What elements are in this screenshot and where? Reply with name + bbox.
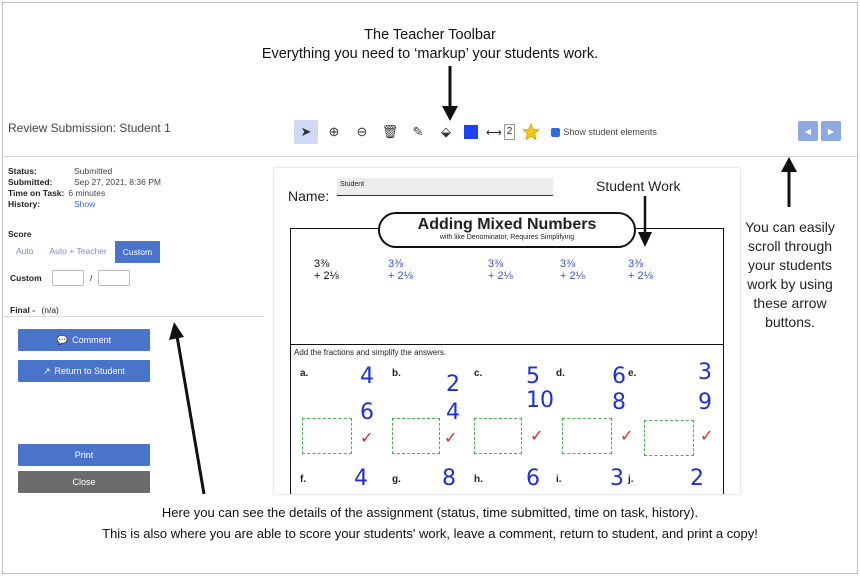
problem-label-j: j.: [628, 474, 634, 485]
checkbox[interactable]: [551, 128, 560, 137]
stroke-width-control: [486, 124, 515, 140]
history-show-link[interactable]: Show: [74, 199, 96, 209]
student-answer: 3: [610, 466, 624, 491]
student-answer: 3: [698, 360, 712, 385]
final-score-label: Final -: [10, 305, 36, 315]
worksheet-instructions: Add the fractions and simplify the answers.: [294, 348, 447, 357]
answer-box[interactable]: [562, 418, 612, 454]
close-button[interactable]: Close: [18, 471, 150, 493]
student-worksheet[interactable]: [274, 168, 740, 494]
comment-button-label: Comment: [72, 335, 112, 345]
custom-score-label: Custom: [10, 273, 42, 283]
example-step-5: 3⅜ + 2⅛: [628, 258, 653, 282]
header-divider: [2, 156, 858, 157]
show-student-elements-toggle[interactable]: [551, 127, 657, 137]
custom-score-total-input[interactable]: [98, 270, 130, 286]
name-field[interactable]: Student: [337, 178, 553, 196]
zoom-in-icon[interactable]: ⊕: [328, 124, 340, 139]
student-answer: 9: [698, 390, 712, 415]
comment-button[interactable]: [18, 329, 150, 351]
up-arrow-icon: [780, 156, 798, 208]
pen-icon[interactable]: ✎: [412, 124, 424, 139]
student-answer: 6: [360, 400, 374, 425]
student-answer: 6: [612, 364, 626, 389]
problem-label-e: e.: [628, 368, 637, 379]
return-to-student-button[interactable]: [18, 360, 150, 382]
teacher-toolbar: [294, 119, 657, 145]
custom-score-input[interactable]: [52, 270, 84, 286]
student-answer: 8: [612, 390, 626, 415]
student-answer: 5: [526, 364, 540, 389]
problem-label-b: b.: [392, 368, 401, 379]
status-label: Status:: [8, 166, 37, 176]
problem-label-h: h.: [474, 474, 483, 485]
score-tab-auto[interactable]: Auto: [16, 246, 34, 256]
student-work-caption: Student Work: [596, 178, 681, 194]
score-tab-custom[interactable]: Custom: [115, 241, 160, 263]
stroke-width-select[interactable]: 2: [504, 124, 516, 140]
student-answer: 4: [354, 466, 368, 491]
problem-label-i: i.: [556, 474, 562, 485]
down-arrow-icon: [440, 66, 460, 122]
student-answer: 6: [526, 466, 540, 491]
student-answer: 4: [360, 364, 374, 389]
example-step-3: 3⅜ + 2⅛: [488, 258, 513, 282]
checkmark-icon: ✓: [530, 428, 544, 445]
student-answer: 4: [446, 400, 460, 425]
final-score: [10, 305, 59, 315]
worksheet-title: Adding Mixed Numbers: [417, 216, 597, 233]
worksheet-divider: [290, 344, 724, 345]
next-arrow-button[interactable]: ▶: [821, 121, 841, 141]
problem-label-d: d.: [556, 368, 565, 379]
line-width-icon: ⟷: [486, 126, 502, 139]
history-label: History:: [8, 199, 41, 209]
status-value: Submitted: [74, 166, 113, 176]
comment-icon: 💬: [56, 334, 69, 345]
down-arrow-icon: [637, 196, 653, 248]
student-answer: 8: [442, 466, 456, 491]
fill-icon[interactable]: ⬙: [441, 124, 451, 139]
problem-label-c: c.: [474, 368, 483, 379]
problem-label-a: a.: [300, 368, 309, 379]
custom-score-row: [10, 270, 130, 286]
worksheet-title-banner: [378, 212, 636, 248]
details-caption-line1: Here you can see the details of the assignment (status, time submitted, time on task, history).: [161, 505, 699, 520]
answer-box[interactable]: [302, 418, 352, 454]
prev-arrow-button[interactable]: ◀: [798, 121, 818, 141]
name-label: Name:: [288, 188, 330, 204]
worksheet-subtitle: with like Denominator, Requires Simplifying: [439, 234, 575, 241]
submitted-label: Submitted:: [8, 177, 53, 187]
score-tab-auto-teacher[interactable]: Auto + Teacher: [49, 246, 107, 256]
return-button-label: Return to Student: [54, 366, 126, 376]
submission-details: [8, 166, 161, 210]
example-step-1: 3⅜ + 2⅛: [314, 258, 339, 282]
final-score-value: (n/a): [41, 305, 59, 315]
answer-box[interactable]: [392, 418, 440, 454]
student-answer: 2: [446, 372, 460, 397]
time-on-task-label: Time on Task:: [8, 188, 65, 198]
example-step-2: 3⅜ + 2⅛: [388, 258, 413, 282]
return-icon: ↗: [42, 365, 51, 376]
checkmark-icon: ✓: [700, 428, 714, 445]
score-label: Score: [8, 229, 32, 239]
answer-box[interactable]: [474, 418, 522, 454]
example-step-4: 3⅜ + 2⅛: [560, 258, 585, 282]
checkmark-icon: ✓: [620, 428, 634, 445]
star-icon[interactable]: [519, 120, 543, 144]
student-answer: 10: [526, 388, 554, 413]
answer-box[interactable]: [644, 420, 694, 456]
color-swatch[interactable]: [464, 125, 478, 139]
toolbar-caption-subtitle: Everything you need to ‘markup’ your students work.: [261, 46, 599, 62]
show-student-elements-label: Show student elements: [563, 127, 657, 137]
problem-label-g: g.: [392, 474, 401, 485]
score-tabs: [8, 241, 160, 263]
scroll-note-caption: You can easily scroll through your students work by using these arrow buttons.: [745, 219, 835, 330]
pointer-icon[interactable]: ➤: [294, 120, 318, 144]
review-title: Review Submission: Student 1: [8, 121, 171, 135]
details-caption-line2: This is also where you are able to score your students' work, leave a comment, return to student, and print a copy!: [102, 526, 758, 541]
student-answer: 2: [690, 466, 704, 491]
submitted-value: Sep 27, 2021, 8:36 PM: [74, 177, 161, 187]
toolbar-caption-title: The Teacher Toolbar: [364, 27, 496, 43]
details-divider: [2, 316, 264, 317]
checkmark-icon: ✓: [444, 430, 458, 447]
score-separator: /: [90, 273, 93, 283]
checkmark-icon: ✓: [360, 430, 374, 447]
time-on-task-value: 6 minutes: [68, 188, 106, 198]
trash-icon[interactable]: 🗑: [381, 124, 399, 139]
problem-label-f: f.: [300, 474, 307, 485]
up-arrow-icon: [168, 322, 208, 496]
print-button[interactable]: Print: [18, 444, 150, 466]
zoom-out-icon[interactable]: ⊖: [356, 124, 368, 139]
